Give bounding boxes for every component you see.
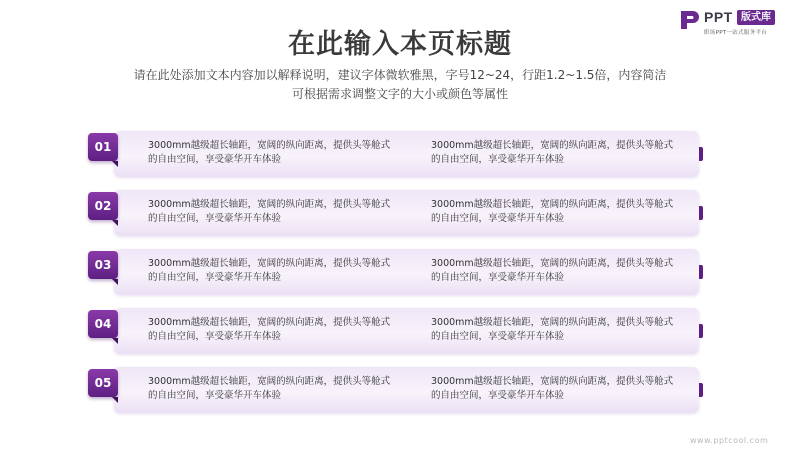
page-title: 在此输入本页标题 [288, 29, 512, 60]
row-number-badge: 05 [88, 369, 118, 397]
row-number-badge: 04 [88, 310, 118, 338]
row-fold [112, 220, 118, 226]
row-tab [699, 206, 703, 220]
subtitle-line-2: 可根据需求调整文字的大小或颜色等属性 [291, 87, 508, 101]
list-item [88, 248, 708, 293]
row-text-left: 3000mm越级超长轴距，宽阔的纵向距离，提供头等舱式的自由空间，享受豪华开车体验 [148, 317, 391, 342]
list-item [88, 366, 708, 411]
row-number-badge: 02 [88, 192, 118, 220]
row-text-right: 3000mm越级超长轴距，宽阔的纵向距离，提供头等舱式的自由空间，享受豪华开车体验 [431, 317, 674, 342]
list-item [88, 189, 708, 234]
row-text-left: 3000mm越级超长轴距，宽阔的纵向距离，提供头等舱式的自由空间，享受豪华开车体验 [148, 376, 391, 401]
row-fold [112, 397, 118, 403]
row-text-right: 3000mm越级超长轴距，宽阔的纵向距离，提供头等舱式的自由空间，享受豪华开车体验 [431, 258, 674, 283]
logo-badge: 版式库 [737, 10, 775, 25]
row-tab [699, 147, 703, 161]
subtitle-line-1: 请在此处添加文本内容加以解释说明，建议字体微软雅黑，字号12~24，行距1.2~1.5倍，内容简洁 [133, 68, 667, 82]
row-text-left: 3000mm越级超长轴距，宽阔的纵向距离，提供头等舱式的自由空间，享受豪华开车体验 [148, 140, 391, 165]
logo-tagline: 职场PPT一站式服务平台 [704, 30, 768, 36]
logo-brand-text: PPT [704, 9, 733, 25]
row-text-left: 3000mm越级超长轴距，宽阔的纵向距离，提供头等舱式的自由空间，享受豪华开车体验 [148, 258, 391, 283]
row-tab [699, 383, 703, 397]
row-text-right: 3000mm越级超长轴距，宽阔的纵向距离，提供头等舱式的自由空间，享受豪华开车体验 [431, 376, 674, 401]
row-number-badge: 01 [88, 133, 118, 161]
row-text-right: 3000mm越级超长轴距，宽阔的纵向距离，提供头等舱式的自由空间，享受豪华开车体验 [431, 199, 674, 224]
row-fold [112, 338, 118, 344]
page-subtitle [100, 66, 700, 104]
watermark: www.pptcool.com [690, 436, 769, 445]
list-item [88, 307, 708, 352]
row-fold [112, 279, 118, 285]
row-text-right: 3000mm越级超长轴距，宽阔的纵向距离，提供头等舱式的自由空间，享受豪华开车体验 [431, 140, 674, 165]
row-number-badge: 03 [88, 251, 118, 279]
list-item [88, 130, 708, 175]
row-tab [699, 324, 703, 338]
row-tab [699, 265, 703, 279]
row-text-left: 3000mm越级超长轴距，宽阔的纵向距离，提供头等舱式的自由空间，享受豪华开车体验 [148, 199, 391, 224]
row-fold [112, 161, 118, 167]
